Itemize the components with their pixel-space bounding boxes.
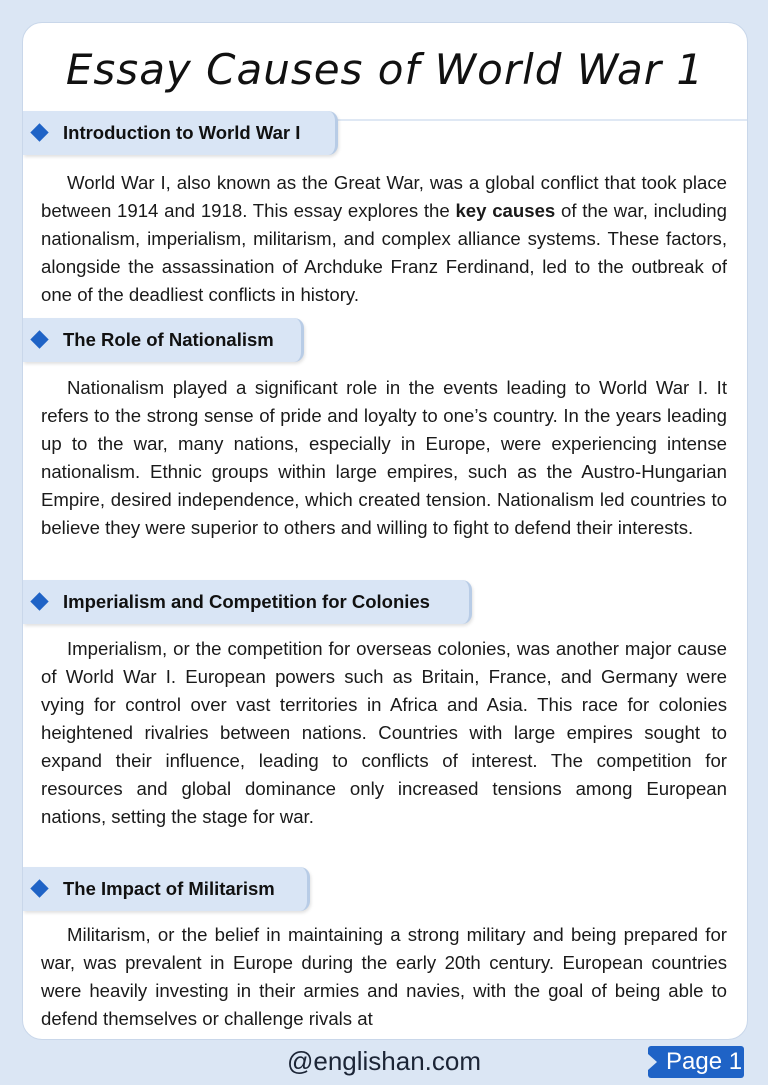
section-heading-label: The Role of Nationalism — [63, 329, 274, 350]
bold-emphasis: key causes — [455, 200, 556, 221]
section-paragraph-introduction: World War I, also known as the Great War, was a global conflict that took place between 1914 and 1918. This essay explores the key causes of the war, including nationalism, imperialism, militarism, and complex alliance systems. These factors, alongside the assassination of Archduke Franz Ferdinand, led to the outbreak of one of the deadliest conflicts in history. — [41, 172, 727, 305]
page-number-label: Page 1 — [666, 1048, 743, 1075]
diamond-bullet-icon — [30, 592, 48, 610]
section-heading-introduction — [23, 111, 338, 155]
section-heading-label: Introduction to World War I — [63, 122, 301, 143]
diamond-bullet-icon — [30, 879, 48, 897]
section-heading-imperialism — [23, 580, 472, 624]
diamond-bullet-icon — [30, 123, 48, 141]
section-heading-label: Imperialism and Competition for Colonies — [63, 591, 430, 612]
essay-card — [22, 22, 748, 1040]
section-paragraph-militarism: Militarism, or the belief in maintaining a strong military and being prepared for war, was prevalent in Europe during the early 20th century. European countries were heavily investing in their armies and navies, with the goal of being able to defend themselves or challenge rivals at — [41, 924, 727, 1029]
page-title: Essay Causes of World War 1 — [65, 45, 705, 94]
section-heading-nationalism — [23, 318, 304, 362]
footer-website: @englishan.com — [286, 1046, 482, 1076]
section-paragraph-imperialism: Imperialism, or the competition for overseas colonies, was another major cause of World War I. European powers such as Britain, France, and Germany were vying for control over vast territories in Africa and Asia. This race for colonies heightened rivalries between nations. Countries with large empires sought to expand their influence, leading to conflicts of interest. The competition for resources and global dominance only increased tensions among European nations, setting the stage for war. — [41, 638, 727, 827]
diamond-bullet-icon — [30, 330, 48, 348]
page-number-badge — [648, 1046, 744, 1078]
arrow-right-icon — [648, 1054, 657, 1070]
section-paragraph-nationalism: Nationalism played a significant role in the events leading to World War I. It refers to the strong sense of pride and loyalty to one’s country. In the years leading up to the war, many nations, especially in Europe, were experiencing intense nationalism. Ethnic groups within large empires, such as the Austro-Hungarian Empire, desired independence, which created tension. Nationalism led countries to believe they were superior to others and willing to fight to defend their interests. — [41, 377, 727, 538]
section-heading-militarism — [23, 867, 310, 911]
section-heading-label: The Impact of Militarism — [63, 878, 275, 899]
